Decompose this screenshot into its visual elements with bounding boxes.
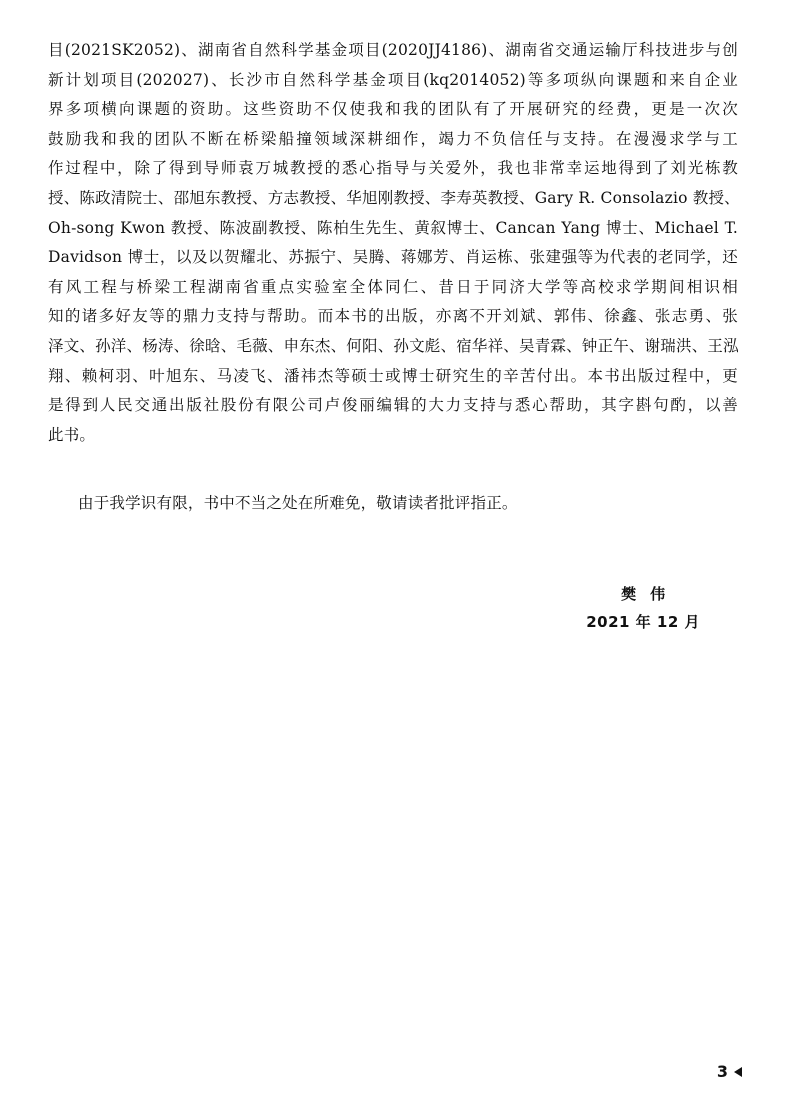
text-line: 目(2021SK2052)、湖南省自然科学基金项目(2020JJ4186)、湖南省交通运输厅科技进步与创 [48, 41, 738, 59]
text-line: Oh-song Kwon 教授、陈波副教授、陈柏生先生、黄叙博士、Cancan Yang 博士、Michael T. [48, 218, 738, 237]
signature-date: 2021 年 12 月 [586, 613, 700, 631]
text-line: 作过程中，除了得到导师袁万城教授的悉心指导与关爱外，我也非常幸运地得到了刘光栋教 [48, 159, 738, 178]
text-line: 鼓励我和我的团队不断在桥梁船撞领域深耕细作，竭力不负信任与支持。在漫漫求学与工 [48, 129, 738, 148]
signature-block [586, 580, 700, 636]
text-line: 泽文、孙洋、杨涛、徐晗、毛薇、申东杰、何阳、孙文彪、宿华祥、吴青霖、钟正午、谢瑞洪、王泓 [48, 336, 739, 355]
text-line: Davidson 博士，以及以贺耀北、苏振宁、吴腾、蒋娜芳、肖运栋、张建强等为代表的老同学，还 [48, 248, 738, 267]
acknowledgement-paragraph [48, 36, 738, 450]
text-line: 有风工程与桥梁工程湖南省重点实验室全体同仁、昔日于同济大学等高校求学期间相识相 [48, 277, 738, 296]
text-line: 翔、赖柯羽、叶旭东、马凌飞、潘祎杰等硕士或博士研究生的辛苦付出。本书出版过程中，更 [48, 366, 738, 385]
text-line: 新计划项目(202027)、长沙市自然科学基金项目(kq2014052)等多项纵向课题和来自企业 [48, 70, 738, 89]
text-line: 此书。 [48, 425, 96, 444]
closing-paragraph: 由于我学识有限，书中不当之处在所难免，敬请读者批评指正。 [78, 494, 518, 512]
triangle-left-icon [734, 1067, 742, 1077]
page-footer [717, 1062, 742, 1081]
text-line: 是得到人民交通出版社股份有限公司卢俊丽编辑的大力支持与悉心帮助，其字斟句酌，以善 [48, 396, 738, 415]
text-line: 界多项横向课题的资助。这些资助不仅使我和我的团队有了开展研究的经费，更是一次次 [48, 100, 738, 119]
author-name: 樊伟 [621, 585, 680, 603]
text-line: 知的诸多好友等的鼎力支持与帮助。而本书的出版，亦离不开刘斌、郭伟、徐鑫、张志勇、张 [48, 307, 738, 326]
page-number: 3 [716, 1062, 728, 1081]
text-line: 授、陈政清院士、邵旭东教授、方志教授、华旭刚教授、李寿英教授、Gary R. Consolazio 教授、 [48, 188, 740, 207]
